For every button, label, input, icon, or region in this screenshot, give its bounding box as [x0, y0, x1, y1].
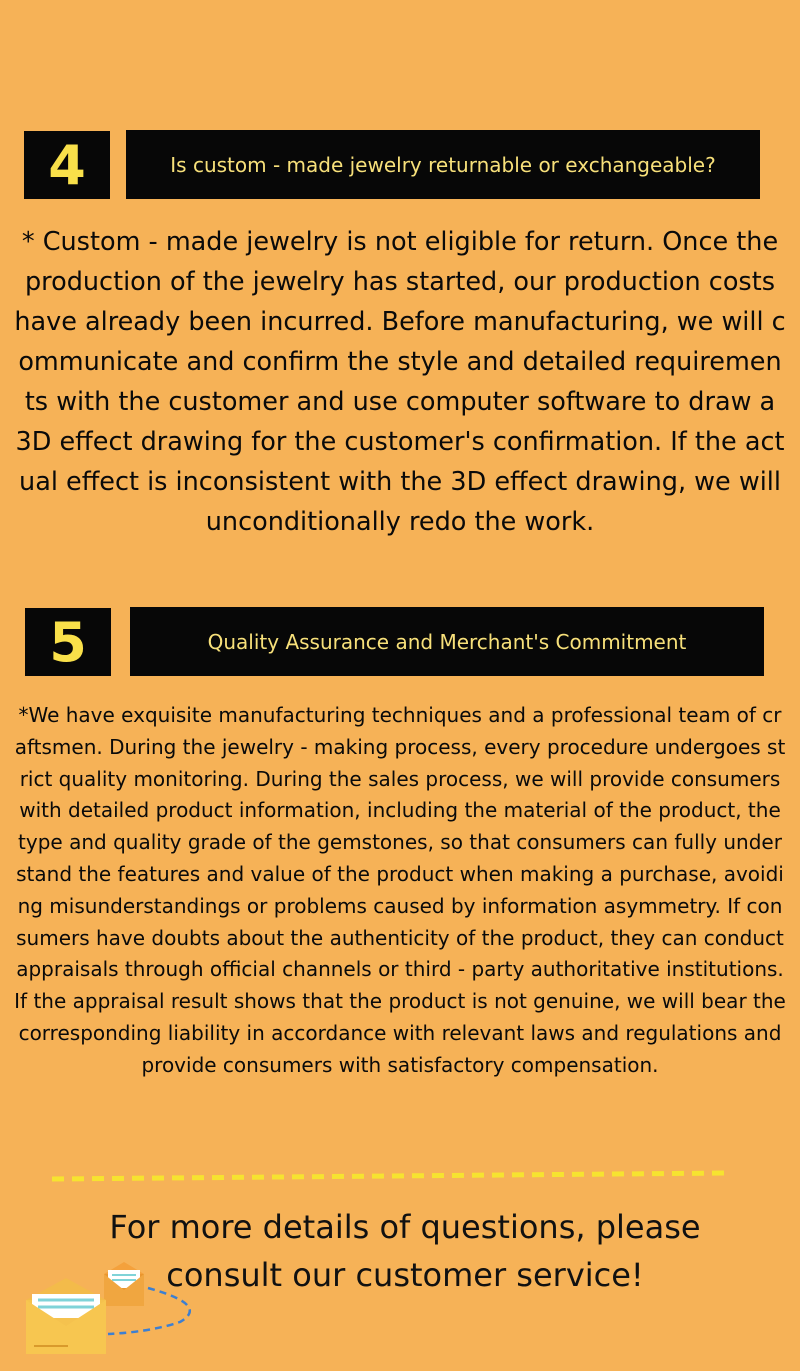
- dashed-divider: [52, 1170, 728, 1182]
- section-number-5: 5: [25, 608, 111, 676]
- section-title-4: Is custom - made jewelry returnable or exchangeable?: [126, 130, 760, 199]
- envelope-icon: [20, 1260, 210, 1360]
- section-title-5: Quality Assurance and Merchant's Commitment: [130, 607, 764, 676]
- footer-message: For more details of questions, please consult our customer service!: [109, 1208, 701, 1294]
- section-body-5: *We have exquisite manufacturing techniques and a professional team of craftsmen. During the jewelry - making process, every procedure undergoes strict quality monitoring. During the sales process, we will provide consumers with detailed product information, including the material of the product, the type and quality grade of the gemstones, so that consumers can fully understand the features and value of the product when making a purchase, avoiding misunderstandings or problems caused by information asymmetry. If consumers have doubts about the authenticity of the product, they can conduct appraisals through official channels or third - party authoritative institutions. If the appraisal result shows that the product is not genuine, we will bear the corresponding liability in accordance with relevant laws and regulations and provide consumers with satisfactory compensation.: [14, 703, 786, 1077]
- section-number-4: 4: [24, 131, 110, 199]
- section-body-4: * Custom - made jewelry is not eligible for return. Once the production of the jewelry has started, our production costs have already been incurred. Before manufacturing, we will communicate and confirm the style and detailed requirements with the customer and use computer software to draw a 3D effect drawing for the customer's confirmation. If the actual effect is inconsistent with the 3D effect drawing, we will unconditionally redo the work.: [14, 227, 786, 537]
